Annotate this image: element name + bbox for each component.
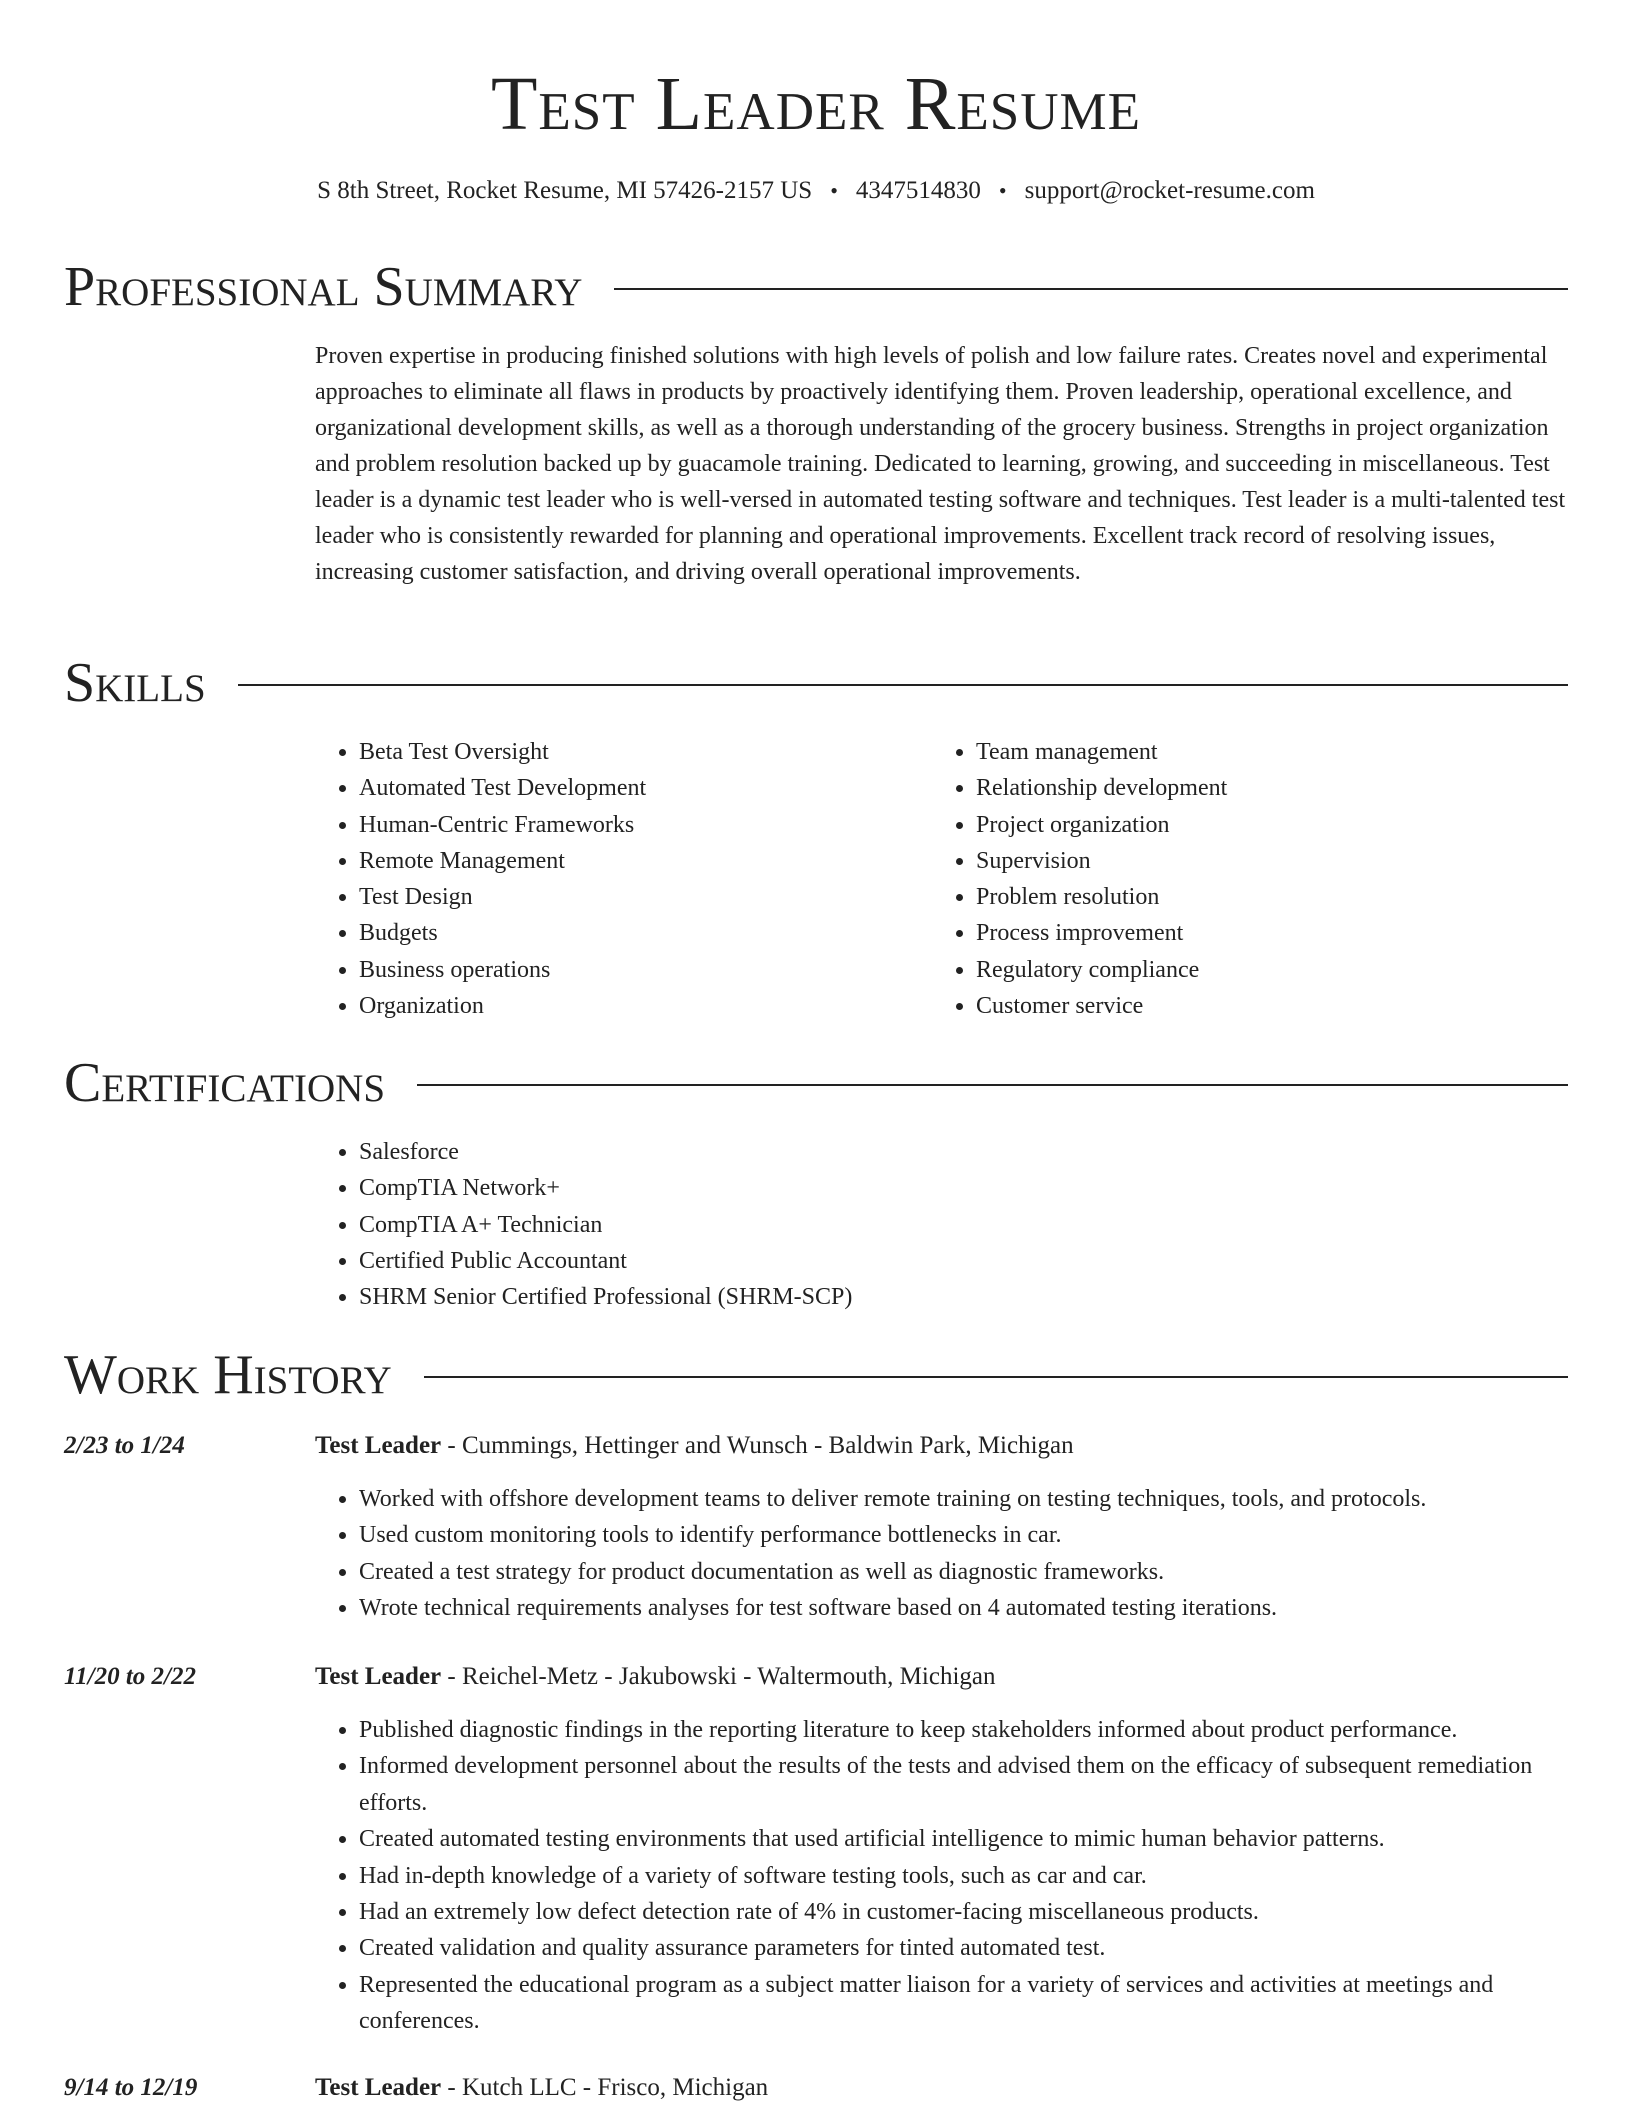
certifications-heading: Certifications	[64, 1052, 386, 1114]
contact-separator: •	[830, 178, 838, 203]
resume-title: Test Leader Resume	[490, 62, 1142, 146]
skills-list-left	[315, 734, 919, 1024]
job-title: Test Leader	[315, 1432, 442, 1459]
job-employer-location: - Kutch LLC - Frisco, Michigan	[441, 2074, 769, 2101]
skill-item: • Remote Management	[359, 843, 919, 879]
skills-list-right	[932, 734, 1576, 1024]
job-heading	[315, 1429, 1074, 1463]
job-dates: 11/20 to 2/22	[64, 1663, 196, 1690]
work-history-section-header	[64, 1344, 1568, 1406]
job-bullet-list	[315, 1712, 1568, 2040]
skill-item: • Regulatory compliance	[976, 952, 1576, 988]
certification-item: • CompTIA Network+	[359, 1170, 1359, 1206]
work-history-heading: Work History	[64, 1344, 392, 1406]
section-divider	[614, 288, 1568, 290]
job-bullet: • Had an extremely low defect detection rate of 4% in customer-facing miscellaneous products.	[359, 1894, 1568, 1930]
skill-item: • Team management	[976, 734, 1576, 770]
job-dates: 9/14 to 12/19	[64, 2074, 198, 2101]
job-employer-location: - Cummings, Hettinger and Wunsch - Baldwin Park, Michigan	[441, 1432, 1074, 1459]
contact-email: support@rocket-resume.com	[1024, 177, 1315, 204]
contact-address: S 8th Street, Rocket Resume, MI 57426-2157 US	[317, 177, 813, 204]
job-employer-location: - Reichel-Metz - Jakubowski - Waltermouth, Michigan	[441, 1663, 996, 1690]
certifications-section-header	[64, 1052, 1568, 1114]
skill-item: • Customer service	[976, 988, 1576, 1024]
skill-item: • Supervision	[976, 843, 1576, 879]
summary-heading: Professional Summary	[64, 256, 583, 318]
job-bullet: • Informed development personnel about the results of the tests and advised them on the efficacy of subsequent remediation efforts.	[359, 1748, 1568, 1821]
job-bullet: • Wrote technical requirements analyses for test software based on 4 automated testing iterations.	[359, 1590, 1568, 1626]
summary-section-header	[64, 256, 1568, 318]
job-bullet: • Created a test strategy for product documentation as well as diagnostic frameworks.	[359, 1554, 1568, 1590]
contact-phone: 4347514830	[855, 177, 981, 204]
skill-item: • Business operations	[359, 952, 919, 988]
skill-item: • Test Design	[359, 879, 919, 915]
skill-item: • Project organization	[976, 807, 1576, 843]
skills-heading: Skills	[64, 652, 206, 714]
job-bullet: • Published diagnostic findings in the reporting literature to keep stakeholders informed about product performance.	[359, 1712, 1568, 1748]
contact-line	[64, 174, 1568, 208]
section-divider	[238, 684, 1568, 686]
section-divider	[417, 1084, 1568, 1086]
job-title: Test Leader	[315, 1663, 442, 1690]
summary-text: Proven expertise in producing finished solutions with high levels of polish and low failure rates. Creates novel and experimental approaches to eliminate all flaws in products by proactively identifying them. Proven leadership, operational excellence, and organizational development skills, as well as a thorough understanding of the grocery business. Strengths in project organization and problem resolution backed up by guacamole training. Dedicated to learning, growing, and succeeding in miscellaneous. Test leader is a dynamic test leader who is well-versed in automated testing software and techniques. Test leader is a multi-talented test leader who is consistently rewarded for planning and operational improvements. Excellent track record of resolving issues, increasing customer satisfaction, and driving overall operational improvements.	[315, 343, 1566, 585]
skill-item: • Automated Test Development	[359, 770, 919, 806]
certifications-list	[315, 1134, 1359, 1315]
job-bullet-list	[315, 1481, 1568, 1627]
resume-page	[64, 0, 1568, 2112]
job-bullet: • Created automated testing environments that used artificial intelligence to mimic human behavior patterns.	[359, 1821, 1568, 1857]
certification-item: • Certified Public Accountant	[359, 1243, 1359, 1279]
skill-item: • Organization	[359, 988, 919, 1024]
job-title: Test Leader	[315, 2074, 442, 2101]
job-bullet: • Had in-depth knowledge of a variety of software testing tools, such as car and car.	[359, 1858, 1568, 1894]
skill-item: • Budgets	[359, 915, 919, 951]
certification-item: • Salesforce	[359, 1134, 1359, 1170]
job-bullet: • Used custom monitoring tools to identify performance bottlenecks in car.	[359, 1517, 1568, 1553]
skill-item: • Process improvement	[976, 915, 1576, 951]
skill-item: • Human-Centric Frameworks	[359, 807, 919, 843]
job-bullet: • Worked with offshore development teams to deliver remote training on testing techniques, tools, and protocols.	[359, 1481, 1568, 1517]
skill-item: • Problem resolution	[976, 879, 1576, 915]
section-divider	[424, 1376, 1568, 1378]
job-bullet: • Created validation and quality assurance parameters for tinted automated test.	[359, 1930, 1568, 1966]
job-heading	[315, 1660, 996, 1694]
job-heading	[315, 2071, 768, 2105]
job-dates: 2/23 to 1/24	[64, 1432, 185, 1459]
skill-item: • Relationship development	[976, 770, 1576, 806]
contact-separator: •	[998, 178, 1007, 203]
skills-section-header	[64, 652, 1568, 714]
certification-item: • SHRM Senior Certified Professional (SHRM-SCP)	[359, 1279, 1359, 1315]
skill-item: • Beta Test Oversight	[359, 734, 919, 770]
job-bullet: • Represented the educational program as a subject matter liaison for a variety of services and activities at meetings and conferences.	[359, 1967, 1568, 2040]
certification-item: • CompTIA A+ Technician	[359, 1207, 1359, 1243]
